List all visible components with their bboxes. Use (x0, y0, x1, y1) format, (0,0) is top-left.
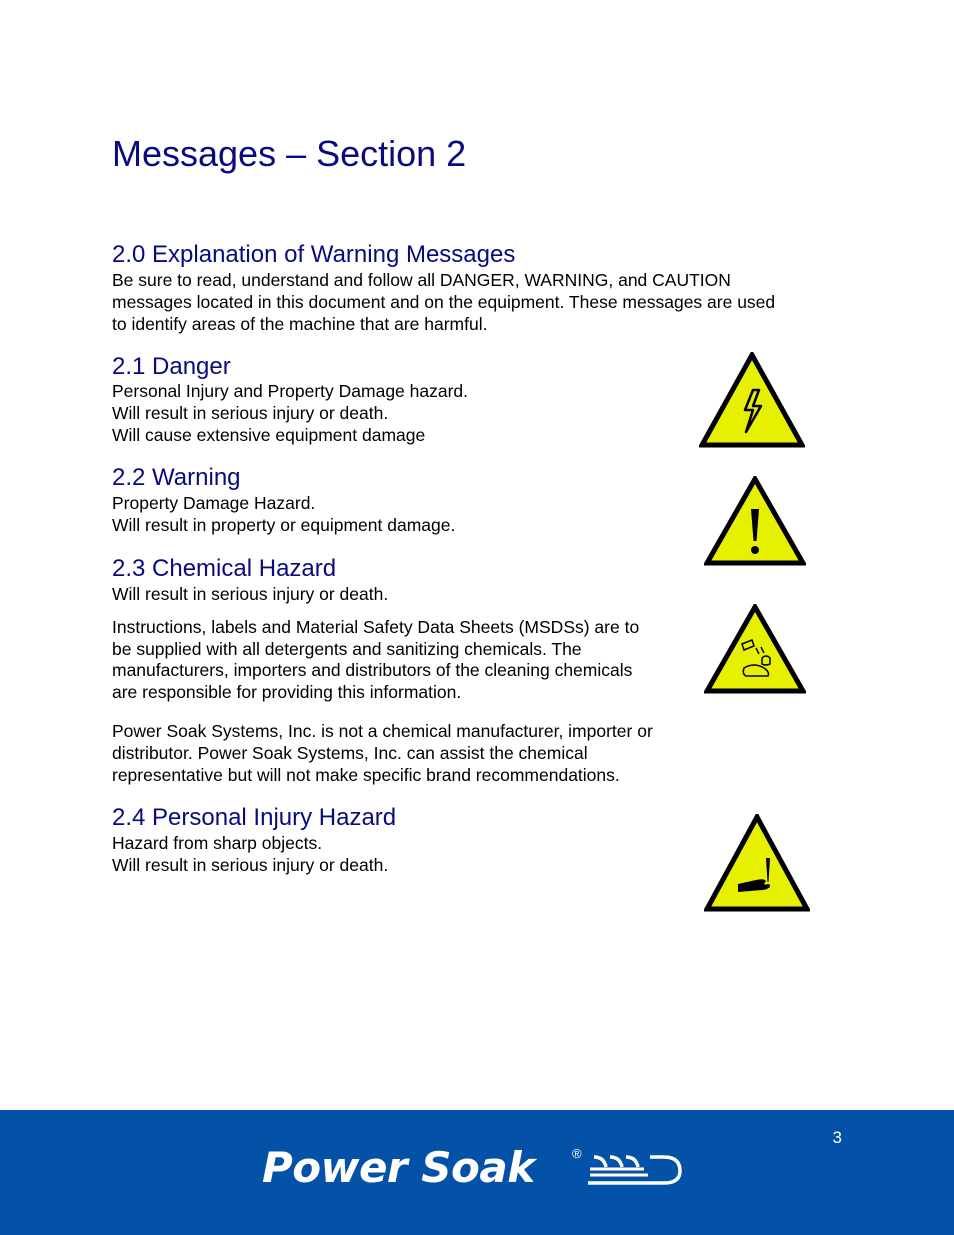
body-text: Property Damage Hazard. (112, 493, 316, 513)
body-text: are responsible for providing this information. (112, 682, 462, 702)
section-heading: 2.1 Danger (112, 353, 231, 380)
body-text: Personal Injury and Property Damage hazard. (112, 381, 469, 401)
body-text: messages located in this document and on the equipment. These messages are used (112, 292, 776, 312)
body-text: Will cause extensive equipment damage (112, 425, 426, 445)
registered-mark: ® (572, 1146, 582, 1161)
section-heading: 2.3 Chemical Hazard (112, 555, 337, 582)
sharp-objects-hand-icon (704, 814, 810, 912)
body-text: Will result in serious injury or death. (112, 403, 389, 423)
page-number: 3 (832, 1128, 842, 1147)
logo-wordmark: Power Soak (262, 1143, 535, 1192)
page-title: Messages – Section 2 (112, 133, 467, 174)
exclamation-warning-icon (704, 476, 806, 566)
footer-bar (0, 1110, 954, 1235)
body-text: Be sure to read, understand and follow all DANGER, WARNING, and CAUTION (112, 270, 731, 290)
electrical-hazard-icon (699, 352, 805, 448)
body-text: manufacturers, importers and distributors of the cleaning chemicals (112, 660, 633, 680)
body-text: Will result in serious injury or death. (112, 855, 389, 875)
body-text: to identify areas of the machine that are harmful. (112, 314, 488, 334)
section-heading: 2.0 Explanation of Warning Messages (112, 241, 516, 268)
body-text: Instructions, labels and Material Safety Data Sheets (MSDSs) are to (112, 617, 640, 637)
body-text: be supplied with all detergents and sanitizing chemicals. The (112, 639, 582, 659)
body-text: Will result in property or equipment damage. (112, 515, 456, 535)
body-text: Will result in serious injury or death. (112, 584, 389, 604)
logo-waves-icon (584, 1147, 684, 1191)
body-text: Hazard from sharp objects. (112, 833, 323, 853)
section-heading: 2.2 Warning (112, 464, 241, 491)
corrosive-chemical-icon (704, 604, 806, 694)
section-heading: 2.4 Personal Injury Hazard (112, 804, 397, 831)
body-text: representative but will not make specific brand recommendations. (112, 765, 620, 785)
body-text: distributor. Power Soak Systems, Inc. can assist the chemical (112, 743, 588, 763)
body-text: Power Soak Systems, Inc. is not a chemical manufacturer, importer or (112, 721, 653, 741)
